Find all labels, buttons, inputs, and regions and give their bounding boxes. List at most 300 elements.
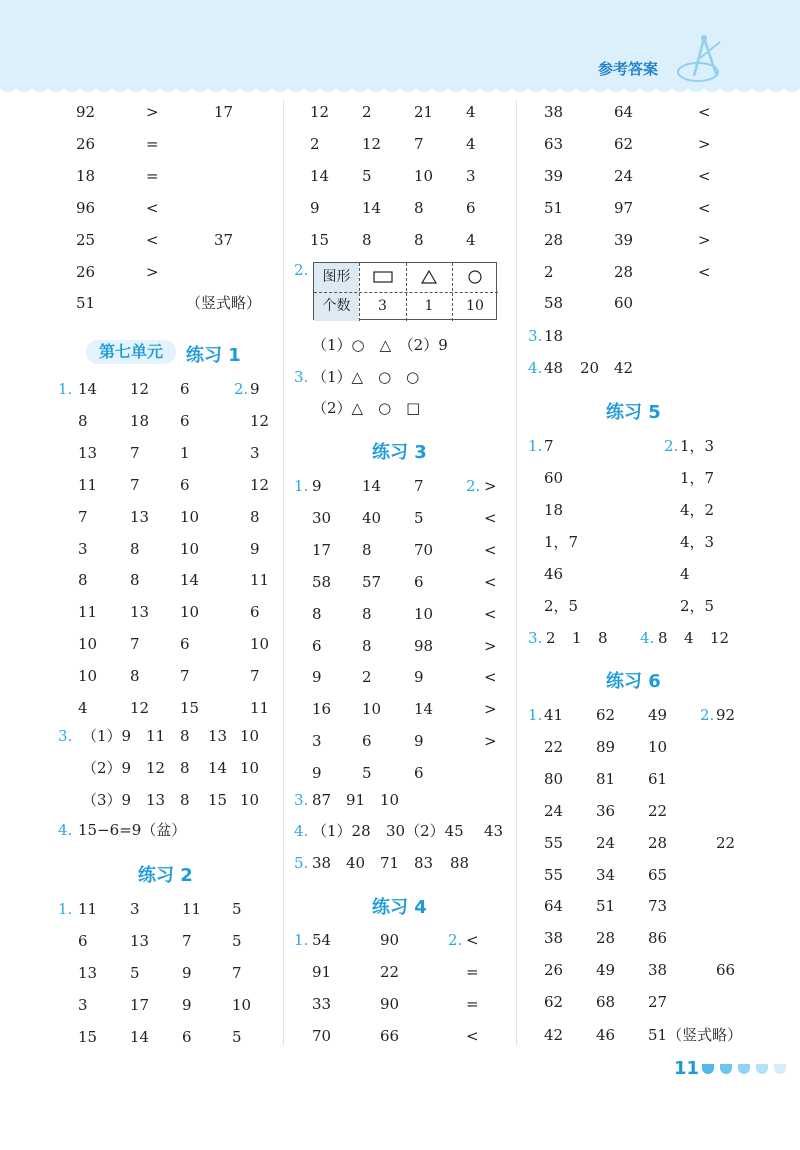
- answer-cell: 81: [596, 769, 616, 788]
- answer-cell: 26: [76, 134, 96, 153]
- answer-cell: 11: [78, 900, 98, 918]
- answer-cell: 97: [614, 198, 634, 217]
- table-cell: [452, 263, 498, 292]
- answer-cell: 4: [684, 629, 694, 647]
- section-title-ex3: 练习 3: [372, 442, 427, 463]
- answer-cell: 10: [78, 667, 98, 686]
- question-number: 2.: [700, 706, 715, 724]
- header-title: 参考答案: [598, 60, 659, 78]
- answer-cell: 6: [312, 636, 322, 655]
- question-number: 5.: [294, 854, 309, 872]
- answer-cell: 13: [208, 727, 228, 745]
- answer-cell: 24: [596, 833, 616, 852]
- answer-cell: 14: [414, 700, 434, 719]
- answer-cell: 37: [214, 230, 234, 249]
- answer-cell: 10: [648, 737, 668, 756]
- answer-cell: 8: [362, 604, 372, 623]
- answer-cell: 58: [544, 294, 564, 313]
- question-number: 1.: [58, 900, 73, 918]
- answer-cell: 64: [614, 103, 634, 121]
- table-cell: 1: [424, 298, 434, 314]
- answer-cell: <: [146, 230, 159, 249]
- answer-cell: 9: [312, 477, 322, 495]
- answer-cell: 9: [414, 668, 424, 687]
- answer-cell: 6: [180, 475, 190, 494]
- answer-cell: 60: [614, 294, 634, 313]
- answer-cell: 63: [544, 134, 564, 153]
- answer-cell: 46: [596, 1026, 616, 1044]
- answer-cell: 9: [414, 732, 424, 751]
- answer-cell: 8: [362, 230, 372, 249]
- answer-cell: 8: [130, 667, 140, 686]
- answer-cell: 39: [544, 166, 564, 185]
- answer-cell: 2: [546, 629, 556, 647]
- page-number: 11: [674, 1058, 700, 1079]
- answer-cell: 8: [180, 727, 190, 745]
- answer-cell: >: [146, 103, 159, 121]
- answer-cell: >: [484, 732, 497, 751]
- section-title-ex5: 练习 5: [606, 402, 661, 423]
- answer-cell: 9: [312, 668, 322, 687]
- answer-cell: 7: [182, 931, 192, 950]
- answer-cell: 12: [146, 758, 166, 777]
- answer-cell: 3: [130, 900, 140, 918]
- answer-cell: 28: [614, 262, 634, 281]
- question-number: 2.: [664, 437, 679, 455]
- answer-cell: 4，2: [680, 500, 715, 519]
- answer-cell: 18: [544, 500, 564, 519]
- answer-cell: （1）28: [312, 822, 371, 840]
- answer-cell: 26: [76, 262, 96, 281]
- answer-cell: >: [484, 636, 497, 655]
- dot-decoration: [702, 1064, 714, 1074]
- answer-cell: 5: [362, 764, 372, 783]
- answer-cell: 8: [180, 790, 190, 809]
- answer-cell: 62: [614, 134, 634, 153]
- answer-cell: （1）△ ○ ○: [312, 368, 420, 386]
- answer-cell: （1）9: [82, 727, 132, 745]
- answer-cell: 7: [250, 667, 260, 686]
- answer-cell: <: [484, 668, 497, 687]
- answer-cell: 10: [250, 635, 270, 654]
- answer-cell: 80: [544, 769, 564, 788]
- answer-cell: 55: [544, 833, 564, 852]
- answer-cell: 9: [310, 198, 320, 217]
- answer-cell: 6: [78, 931, 88, 950]
- answer-cell: 62: [596, 706, 616, 724]
- answer-cell: 17: [130, 995, 150, 1014]
- answer-cell: <: [698, 103, 711, 121]
- answer-cell: 14: [180, 571, 200, 590]
- answer-cell: 5: [232, 1027, 242, 1046]
- answer-cell: 10: [362, 700, 382, 719]
- answer-cell: 8: [598, 629, 608, 647]
- question-number: 3.: [294, 368, 309, 386]
- answer-cell: 89: [596, 737, 616, 756]
- answer-cell: 2，5: [544, 596, 579, 615]
- answer-cell: 51: [596, 897, 616, 916]
- answer-cell: 12: [710, 629, 730, 647]
- answer-cell: 6: [180, 380, 190, 398]
- answer-cell: 22: [716, 833, 736, 852]
- answer-cell: 73: [648, 897, 668, 916]
- answer-cell: 7: [414, 477, 424, 495]
- answer-cell: 14: [208, 758, 228, 777]
- answer-cell: 10: [180, 603, 200, 622]
- answer-cell: 64: [544, 897, 564, 916]
- answer-cell: 4: [680, 564, 690, 583]
- answer-cell: 7: [130, 443, 140, 462]
- answer-cell: 4: [78, 699, 88, 717]
- answer-cell: 6: [414, 764, 424, 783]
- answer-cell: 22: [648, 801, 668, 820]
- answer-cell: 12: [250, 475, 270, 494]
- answer-cell: 6: [180, 411, 190, 430]
- answer-cell: 13: [78, 963, 98, 982]
- answer-cell: 66: [716, 961, 736, 980]
- question-number: 1.: [58, 380, 73, 398]
- answer-cell: 71: [380, 854, 400, 872]
- answer-cell: 6: [182, 1027, 192, 1046]
- answer-cell: 12: [130, 699, 150, 717]
- answer-cell: 1，3: [680, 437, 715, 455]
- answer-cell: 10: [380, 791, 400, 809]
- answer-cell: （竖式略）: [186, 294, 262, 312]
- answer-cell: 65: [648, 865, 668, 884]
- answer-cell: 86: [648, 929, 668, 948]
- answer-cell: 2: [544, 262, 554, 281]
- answer-cell: 3: [78, 539, 88, 558]
- answer-cell: 12: [310, 103, 330, 121]
- answer-cell: 4: [466, 134, 476, 153]
- answer-cell: 6: [466, 198, 476, 217]
- answer-cell: 14: [130, 1027, 150, 1046]
- answer-cell: 68: [596, 993, 616, 1012]
- answer-cell: 6: [180, 635, 190, 654]
- answer-cell: 8: [250, 507, 260, 526]
- answer-cell: 42: [614, 359, 634, 377]
- answer-cell: 13: [130, 931, 150, 950]
- compass-icon: [676, 30, 736, 85]
- answer-cell: 91: [346, 791, 366, 809]
- answer-cell: 8: [414, 230, 424, 249]
- answer-cell: 10: [240, 727, 260, 745]
- answer-cell: 14: [310, 166, 330, 185]
- answer-cell: 2: [362, 668, 372, 687]
- answer-cell: =: [146, 134, 159, 153]
- answer-cell: 7: [544, 437, 554, 455]
- table-header-shape: 图形: [314, 263, 359, 292]
- answer-cell: 24: [544, 801, 564, 820]
- answer-cell: >: [698, 230, 711, 249]
- answer-cell: 15: [78, 1027, 98, 1046]
- answer-cell: 15−6=9（盆）: [78, 821, 187, 839]
- question-number: 1.: [528, 706, 543, 724]
- question-number: 2.: [294, 261, 309, 279]
- answer-cell: 11: [146, 727, 166, 745]
- answer-cell: 60: [544, 468, 564, 487]
- answer-cell: 58: [312, 572, 332, 591]
- answer-cell: 14: [362, 477, 382, 495]
- answer-cell: 7: [414, 134, 424, 153]
- answer-cell: 17: [214, 103, 234, 121]
- answer-cell: <: [466, 931, 479, 949]
- circle-icon: [467, 269, 483, 285]
- answer-cell: 13: [130, 603, 150, 622]
- answer-cell: 6: [250, 603, 260, 622]
- question-number: 4.: [294, 822, 309, 840]
- answer-cell: 8: [658, 629, 668, 647]
- answer-cell: 12: [250, 411, 270, 430]
- answer-cell: 3: [312, 732, 322, 751]
- answer-cell: 2: [362, 103, 372, 121]
- answer-cell: =: [146, 166, 159, 185]
- answer-cell: 38: [544, 103, 564, 121]
- answer-cell: 18: [130, 411, 150, 430]
- answer-cell: 11: [78, 603, 98, 622]
- answer-cell: 10: [240, 758, 260, 777]
- answer-cell: 90: [380, 994, 400, 1013]
- answer-cell: <: [146, 198, 159, 217]
- answer-cell: 3: [250, 443, 260, 462]
- answer-cell: 13: [78, 443, 98, 462]
- answer-cell: 30: [312, 508, 332, 527]
- answer-cell: 13: [130, 507, 150, 526]
- answer-cell: 4: [466, 103, 476, 121]
- answer-cell: 11: [250, 571, 270, 590]
- answer-cell: 8: [362, 636, 372, 655]
- answer-cell: 13: [146, 790, 166, 809]
- answer-cell: <: [484, 508, 497, 527]
- section-title-ex1: 练习 1: [186, 345, 241, 366]
- answer-cell: 10: [232, 995, 252, 1014]
- answer-cell: 28: [648, 833, 668, 852]
- answer-cell: 22: [544, 737, 564, 756]
- answer-cell: 8: [130, 571, 140, 590]
- answer-cell: 34: [596, 865, 616, 884]
- answer-cell: 92: [716, 706, 736, 724]
- answer-cell: 28: [596, 929, 616, 948]
- answer-cell: 38: [648, 961, 668, 980]
- answer-cell: 15: [310, 230, 330, 249]
- column-divider: [283, 100, 284, 1045]
- answer-cell: 90: [380, 931, 400, 949]
- dot-decoration: [756, 1064, 768, 1074]
- answer-cell: （2）△ ○ □: [312, 399, 421, 417]
- answer-cell: 51: [544, 198, 564, 217]
- table-divider: [406, 263, 407, 321]
- table-cell: [359, 263, 406, 292]
- answer-cell: <: [484, 540, 497, 559]
- answer-cell: >: [484, 700, 497, 719]
- answer-cell: 33: [312, 994, 332, 1013]
- answer-cell: 11: [78, 475, 98, 494]
- answer-cell: 51（竖式略）: [648, 1026, 743, 1044]
- answer-cell: =: [466, 962, 479, 981]
- answer-cell: 1: [572, 629, 582, 647]
- answer-cell: 88: [450, 854, 470, 872]
- table-divider: [359, 263, 360, 321]
- answer-cell: 83: [414, 854, 434, 872]
- answer-cell: 38: [312, 854, 332, 872]
- answer-cell: （1）○ △ （2）9: [312, 336, 448, 354]
- question-number: 3.: [294, 791, 309, 809]
- question-number: 3.: [528, 629, 543, 647]
- answer-cell: 46: [544, 564, 564, 583]
- answer-cell: 38: [544, 929, 564, 948]
- question-number: 3.: [58, 727, 73, 745]
- answer-cell: 57: [362, 572, 382, 591]
- answer-cell: 8: [180, 758, 190, 777]
- answer-cell: =: [466, 994, 479, 1013]
- dot-decoration: [738, 1064, 750, 1074]
- dot-decoration: [720, 1064, 732, 1074]
- shape-count-table: [313, 262, 497, 320]
- answer-cell: 8: [312, 604, 322, 623]
- question-number: 2.: [234, 380, 249, 398]
- answer-cell: 26: [544, 961, 564, 980]
- answer-cell: 3: [78, 995, 88, 1014]
- answer-cell: 70: [312, 1026, 332, 1045]
- answer-cell: 48: [544, 359, 564, 377]
- answer-cell: 2: [310, 134, 320, 153]
- answer-cell: 96: [76, 198, 96, 217]
- answer-cell: 4，3: [680, 532, 715, 551]
- answer-cell: <: [698, 198, 711, 217]
- answer-cell: 5: [232, 900, 242, 918]
- answer-cell: 87: [312, 791, 332, 809]
- answer-cell: 28: [544, 230, 564, 249]
- section-title-ex2: 练习 2: [138, 865, 193, 886]
- answer-cell: （3）9: [82, 790, 132, 809]
- answer-cell: 91: [312, 962, 332, 981]
- answer-cell: 1，7: [680, 468, 715, 487]
- answer-cell: 10: [414, 166, 434, 185]
- answer-cell: 21: [414, 103, 434, 121]
- answer-cell: 10: [414, 604, 434, 623]
- answer-cell: >: [484, 477, 497, 495]
- answer-cell: 8: [362, 540, 372, 559]
- answer-cell: 7: [78, 507, 88, 526]
- answer-cell: 24: [614, 166, 634, 185]
- table-cell: 10: [466, 298, 484, 314]
- question-number: 4.: [58, 821, 73, 839]
- answer-cell: 22: [380, 962, 400, 981]
- answer-cell: 5: [414, 508, 424, 527]
- answer-cell: 66: [380, 1026, 400, 1045]
- question-number: 1.: [528, 437, 543, 455]
- answer-cell: 40: [346, 854, 366, 872]
- answer-cell: 9: [312, 764, 322, 783]
- answer-cell: 15: [208, 790, 228, 809]
- answer-cell: 5: [130, 963, 140, 982]
- answer-cell: 10: [180, 539, 200, 558]
- answer-cell: 39: [614, 230, 634, 249]
- question-number: 4.: [640, 629, 655, 647]
- answer-cell: 18: [544, 327, 564, 345]
- answer-cell: 4: [466, 230, 476, 249]
- answer-cell: 6: [414, 572, 424, 591]
- answer-cell: 7: [130, 475, 140, 494]
- answer-cell: 2，5: [680, 596, 715, 615]
- answer-cell: 43: [484, 822, 504, 840]
- answer-cell: 55: [544, 865, 564, 884]
- answer-cell: 15: [180, 699, 200, 717]
- table-divider: [452, 263, 453, 321]
- answer-cell: 14: [78, 380, 98, 398]
- answer-cell: 11: [182, 900, 202, 918]
- answer-cell: 70: [414, 540, 434, 559]
- answer-cell: 9: [250, 380, 260, 398]
- answer-cell: 16: [312, 700, 332, 719]
- answer-cell: 3: [466, 166, 476, 185]
- answer-cell: 49: [596, 961, 616, 980]
- answer-cell: 1，7: [544, 532, 579, 551]
- answer-cell: 92: [76, 103, 96, 121]
- answer-cell: >: [146, 262, 159, 281]
- answer-cell: 25: [76, 230, 96, 249]
- rectangle-icon: [373, 270, 393, 284]
- answer-cell: 17: [312, 540, 332, 559]
- question-number: 2.: [448, 931, 463, 949]
- question-number: 4.: [528, 359, 543, 377]
- answer-cell: 14: [362, 198, 382, 217]
- question-number: 3.: [528, 327, 543, 345]
- answer-cell: 6: [362, 732, 372, 751]
- section-title-ex6: 练习 6: [606, 671, 661, 692]
- section-title-ex4: 练习 4: [372, 897, 427, 918]
- answer-cell: 40: [362, 508, 382, 527]
- answer-cell: <: [698, 166, 711, 185]
- answer-cell: 62: [544, 993, 564, 1012]
- question-number: 2.: [466, 477, 481, 495]
- answer-cell: 20: [580, 359, 600, 377]
- answer-cell: 12: [362, 134, 382, 153]
- answer-cell: 61: [648, 769, 668, 788]
- answer-cell: 12: [130, 380, 150, 398]
- answer-cell: <: [484, 572, 497, 591]
- table-header-count: 个数: [314, 292, 359, 321]
- answer-cell: 42: [544, 1026, 564, 1044]
- answer-cell: 8: [78, 411, 88, 430]
- answer-cell: 51: [76, 294, 96, 312]
- answer-cell: 10: [240, 790, 260, 809]
- answer-cell: 1: [180, 443, 190, 462]
- answer-cell: 7: [180, 667, 190, 686]
- triangle-icon: [421, 270, 437, 284]
- answer-cell: 8: [130, 539, 140, 558]
- answer-cell: （2）9: [82, 758, 132, 777]
- unit-badge: 第七单元: [86, 340, 176, 364]
- dot-decoration: [774, 1064, 786, 1074]
- answer-cell: 54: [312, 931, 332, 949]
- answer-cell: 10: [78, 635, 98, 654]
- answer-cell: 30（2）45: [386, 822, 464, 840]
- answer-cell: <: [466, 1026, 479, 1045]
- column-divider: [516, 100, 517, 1045]
- answer-cell: 27: [648, 993, 668, 1012]
- table-cell: 3: [378, 298, 387, 314]
- answer-cell: 7: [232, 963, 242, 982]
- answer-cell: 9: [250, 539, 260, 558]
- answer-cell: 5: [232, 931, 242, 950]
- answer-cell: 8: [414, 198, 424, 217]
- answer-cell: <: [484, 604, 497, 623]
- answer-cell: 36: [596, 801, 616, 820]
- answer-cell: 8: [78, 571, 88, 590]
- answer-cell: 41: [544, 706, 564, 724]
- answer-cell: 98: [414, 636, 434, 655]
